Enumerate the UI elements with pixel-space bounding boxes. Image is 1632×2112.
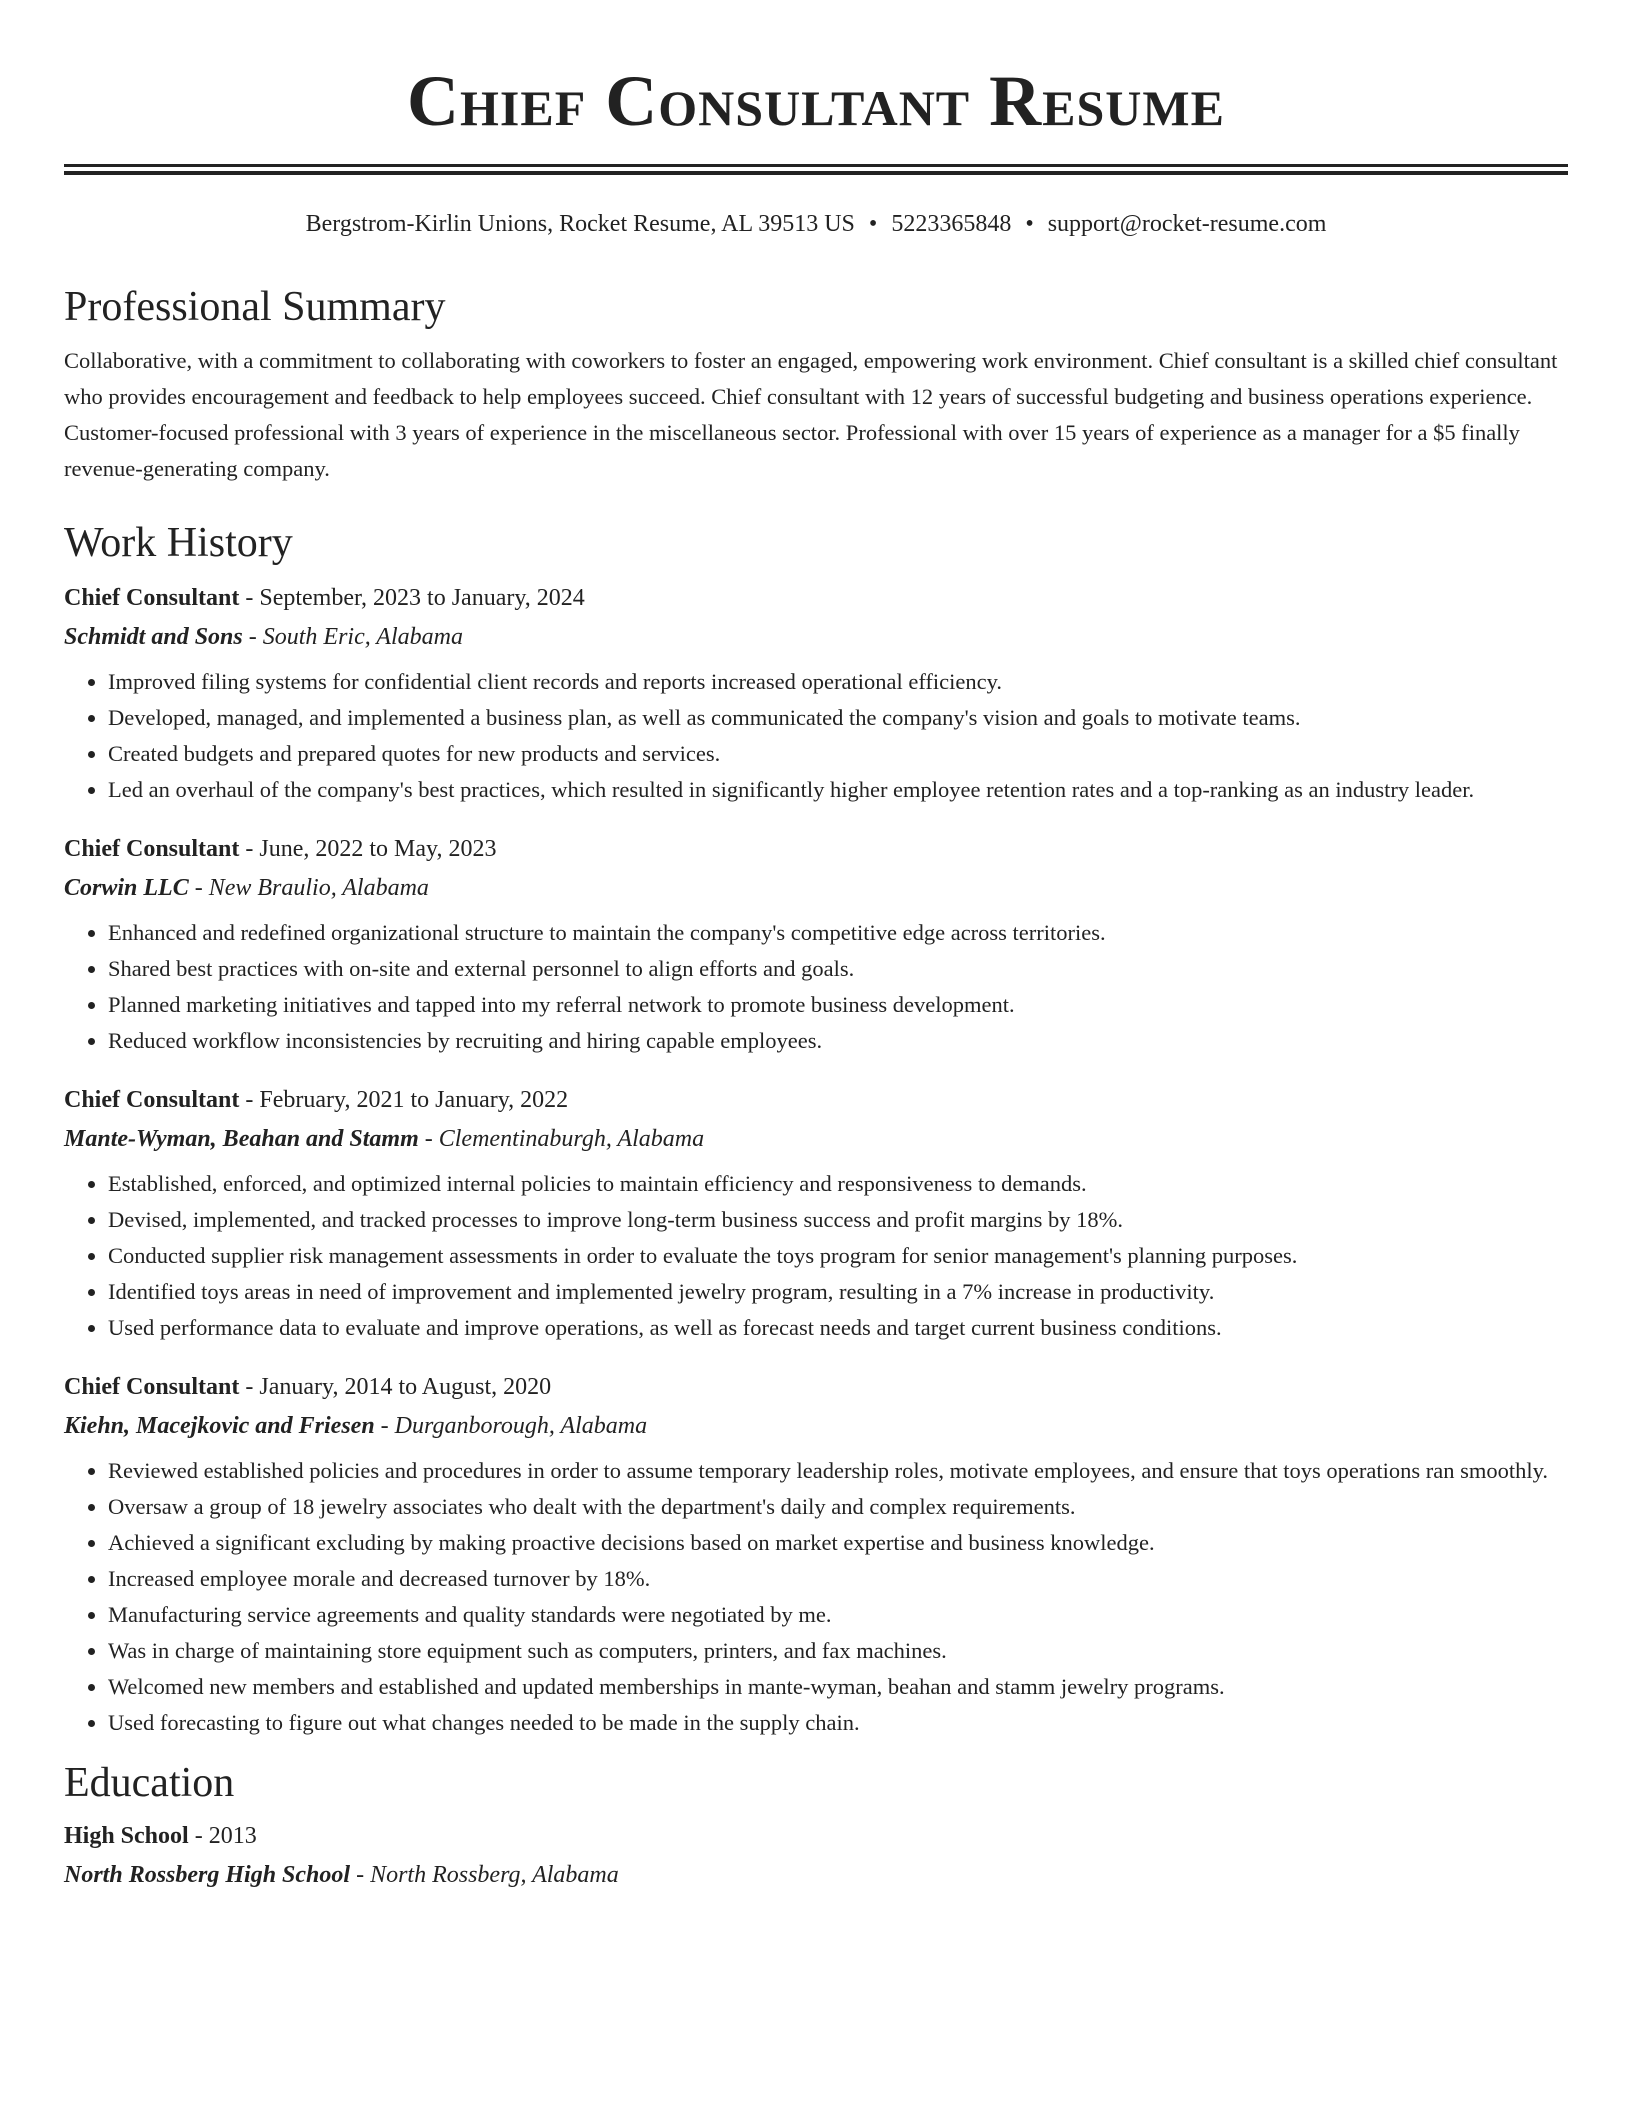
job-company-separator: -	[242, 624, 263, 650]
contact-email: support@rocket-resume.com	[1047, 211, 1327, 237]
job-title-line	[64, 1085, 1568, 1115]
job-bullet: • Devised, implemented, and tracked processes to improve long-term business success and profit margins by 18%.	[108, 1202, 1568, 1238]
resume-title: Chief Consultant Resume	[407, 61, 1225, 141]
job-bullet: • Welcomed new members and established and updated memberships in mante-wyman, beahan and stamm jewelry programs.	[108, 1669, 1568, 1705]
job-bullet: • Was in charge of maintaining store equipment such as computers, printers, and fax machines.	[108, 1633, 1568, 1669]
job-dates: September, 2023 to January, 2024	[259, 585, 585, 611]
job-bullet: • Identified toys areas in need of improvement and implemented jewelry program, resulting in a 7% increase in productivity.	[108, 1274, 1568, 1310]
job-company-separator: -	[374, 1413, 395, 1439]
job-company-line	[64, 1411, 1568, 1441]
education-section	[64, 1757, 1568, 1890]
job-entry	[64, 1085, 1568, 1346]
job-bullet-list	[64, 1166, 1568, 1346]
education-degree: High School	[64, 1823, 189, 1849]
job-title-separator: -	[239, 1087, 260, 1113]
job-dates: January, 2014 to August, 2020	[259, 1374, 552, 1400]
job-company: Schmidt and Sons	[64, 624, 243, 650]
summary-section	[64, 281, 1568, 487]
job-dates: June, 2022 to May, 2023	[259, 836, 497, 862]
job-list	[64, 583, 1568, 1741]
title-divider	[64, 164, 1568, 175]
job-title: Chief Consultant	[64, 585, 240, 611]
summary-heading: Professional Summary	[64, 284, 446, 330]
education-year: 2013	[208, 1823, 257, 1849]
job-bullet: • Achieved a significant excluding by making proactive decisions based on market expertise and business knowledge.	[108, 1525, 1568, 1561]
summary-text: Collaborative, with a commitment to collaborating with coworkers to foster an engaged, empowering work environment. Chief consultant is a skilled chief consultant who provides encouragement and feedback to help employees succeed. Chief consultant with 12 years of successful budgeting and business operations experience. Customer-focused professional with 3 years of experience in the miscellaneous sector. Professional with over 15 years of experience as a manager for a $5 finally revenue-generating company.	[64, 348, 1558, 481]
contact-address: Bergstrom-Kirlin Unions, Rocket Resume, AL 39513 US	[305, 211, 855, 237]
job-company: Corwin LLC	[64, 875, 189, 901]
job-title: Chief Consultant	[64, 1087, 240, 1113]
contact-line	[64, 209, 1568, 239]
job-bullet: • Developed, managed, and implemented a business plan, as well as communicated the company's vision and goals to motivate teams.	[108, 700, 1568, 736]
job-bullet: • Increased employee morale and decreased turnover by 18%.	[108, 1561, 1568, 1597]
education-location: North Rossberg, Alabama	[370, 1862, 619, 1888]
education-school-line	[64, 1860, 1568, 1890]
work-history-heading: Work History	[64, 520, 293, 566]
job-title-line	[64, 834, 1568, 864]
work-history-section	[64, 517, 1568, 1741]
job-company: Mante-Wyman, Beahan and Stamm	[64, 1126, 419, 1152]
job-title-separator: -	[239, 585, 260, 611]
job-bullet: • Created budgets and prepared quotes for new products and services.	[108, 736, 1568, 772]
education-list	[64, 1821, 1568, 1890]
job-title-separator: -	[239, 1374, 260, 1400]
job-bullet: • Reviewed established policies and procedures in order to assume temporary leadership roles, motivate employees, and ensure that toys operations ran smoothly.	[108, 1453, 1568, 1489]
job-bullet-list	[64, 915, 1568, 1059]
contact-separator: •	[1025, 211, 1034, 237]
job-company-separator: -	[418, 1126, 439, 1152]
job-bullet: • Enhanced and redefined organizational structure to maintain the company's competitive edge across territories.	[108, 915, 1568, 951]
education-degree-line	[64, 1821, 1568, 1851]
job-company-line	[64, 1124, 1568, 1154]
contact-separator: •	[868, 211, 878, 237]
job-entry	[64, 1372, 1568, 1741]
job-company: Kiehn, Macejkovic and Friesen	[64, 1413, 375, 1439]
education-entry	[64, 1821, 1568, 1890]
job-company-separator: -	[188, 875, 209, 901]
job-location: New Braulio, Alabama	[208, 875, 429, 901]
job-bullet: • Led an overhaul of the company's best practices, which resulted in significantly higher employee retention rates and a top-ranking as an industry leader.	[108, 772, 1568, 808]
job-bullet: • Manufacturing service agreements and quality standards were negotiated by me.	[108, 1597, 1568, 1633]
job-bullet: • Planned marketing initiatives and tapped into my referral network to promote business development.	[108, 987, 1568, 1023]
job-bullet-list	[64, 664, 1568, 808]
job-entry	[64, 583, 1568, 808]
education-heading: Education	[64, 1760, 235, 1806]
education-school-separator: -	[350, 1862, 371, 1888]
job-bullet: • Shared best practices with on-site and external personnel to align efforts and goals.	[108, 951, 1568, 987]
job-bullet: • Conducted supplier risk management assessments in order to evaluate the toys program for senior management's planning purposes.	[108, 1238, 1568, 1274]
job-bullet: • Established, enforced, and optimized internal policies to maintain efficiency and responsiveness to demands.	[108, 1166, 1568, 1202]
education-school: North Rossberg High School	[64, 1862, 351, 1888]
job-bullet: • Used performance data to evaluate and improve operations, as well as forecast needs and target current business conditions.	[108, 1310, 1568, 1346]
job-title: Chief Consultant	[64, 1374, 240, 1400]
job-bullet: • Oversaw a group of 18 jewelry associates who dealt with the department's daily and complex requirements.	[108, 1489, 1568, 1525]
job-location: Clementinaburgh, Alabama	[438, 1126, 705, 1152]
job-company-line	[64, 622, 1568, 652]
contact-phone: 5223365848	[891, 211, 1012, 237]
job-bullet: • Reduced workflow inconsistencies by recruiting and hiring capable employees.	[108, 1023, 1568, 1059]
job-bullet: • Improved filing systems for confidential client records and reports increased operational efficiency.	[108, 664, 1568, 700]
job-entry	[64, 834, 1568, 1059]
job-location: Durganborough, Alabama	[394, 1413, 648, 1439]
job-title-line	[64, 583, 1568, 613]
job-dates: February, 2021 to January, 2022	[259, 1087, 569, 1113]
job-bullet-list	[64, 1453, 1568, 1741]
job-title-separator: -	[239, 836, 260, 862]
job-bullet: • Used forecasting to figure out what changes needed to be made in the supply chain.	[108, 1705, 1568, 1741]
job-company-line	[64, 873, 1568, 903]
job-location: South Eric, Alabama	[262, 624, 463, 650]
job-title-line	[64, 1372, 1568, 1402]
job-title: Chief Consultant	[64, 836, 240, 862]
education-separator: -	[188, 1823, 209, 1849]
